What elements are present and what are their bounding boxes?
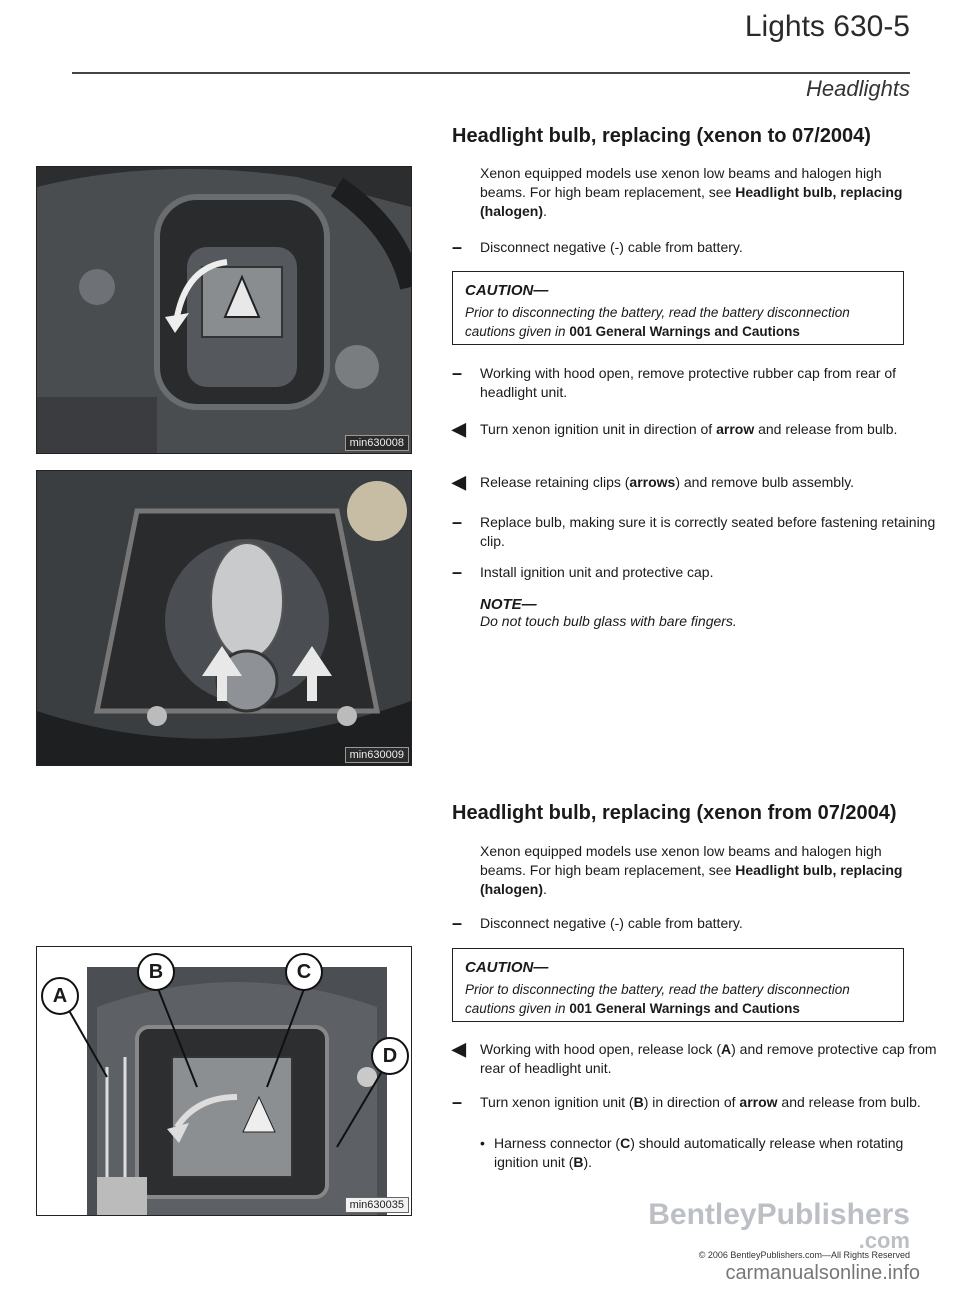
photo-bulb-assembly [36, 470, 412, 766]
dash-marker: – [452, 1092, 463, 1112]
caution-text: Prior to disconnecting the battery, read the battery disconnection cautions given in 001 General Warnings and Cautions [465, 982, 850, 1016]
section2-step-disconnect: – Disconnect negative (-) cable from battery. [452, 913, 743, 933]
callout-b: B [137, 953, 175, 991]
section2-step-turn-unit: – Turn xenon ignition unit (B) in direction of arrow and release from bulb. [452, 1092, 921, 1112]
arrow-marker-icon: ◀ [452, 472, 466, 492]
section1-note [480, 596, 910, 629]
photo-ignition-unit-lock [36, 946, 412, 1216]
caution-text: Prior to disconnecting the battery, read the battery disconnection cautions given in 001 General Warnings and Cautions [465, 305, 850, 339]
section1-step-replace-bulb: – Replace bulb, making sure it is correctly seated before fastening retaining clip. [452, 512, 936, 549]
dash-marker: – [452, 562, 463, 582]
section2-intro: Xenon equipped models use xenon low beams and halogen high beams. For high beam replacement, see Headlight bulb, replacing (halogen). [480, 843, 903, 897]
photo-label: min630035 [345, 1197, 409, 1213]
note-title: NOTE— [480, 596, 537, 613]
cross-reference: Headlight bulb, replacing (halogen) [480, 184, 903, 219]
section1-step-release-clips: ◀ Release retaining clips (arrows) and remove bulb assembly. [452, 472, 855, 492]
header-divider [72, 72, 910, 74]
watermark: carmanualsonline.info [725, 1262, 920, 1284]
callout-a: A [41, 977, 79, 1015]
dash-marker: – [452, 512, 463, 532]
note-text: Do not touch bulb glass with bare fingers. [480, 613, 737, 629]
section1-step-remove-cap: – Working with hood open, remove protective rubber cap from rear of headlight unit. [452, 363, 897, 400]
dash-marker: – [452, 237, 463, 257]
section2-caution-box [452, 948, 904, 1022]
page-title: Lights 630-5 [744, 10, 910, 43]
section1-step-install: – Install ignition unit and protective cap. [452, 562, 714, 582]
section2-step-release-lock: ◀ Working with hood open, release lock (A) and remove protective cap from rear of headlight unit. [452, 1039, 937, 1076]
copyright-text: © 2006 BentleyPublishers.com—All Rights Reserved [698, 1250, 910, 1260]
arrow-marker-icon: ◀ [452, 419, 466, 439]
dash-marker: – [452, 363, 463, 383]
photo-label: min630009 [345, 747, 409, 763]
arrow-marker-icon: ◀ [452, 1039, 466, 1059]
section1-step-disconnect: – Disconnect negative (-) cable from battery. [452, 237, 743, 257]
bullet-marker: • [480, 1135, 485, 1151]
photo-ignition-unit-illustration [37, 167, 411, 453]
section2-bullet-harness: • Harness connector (C) should automatically release when rotating ignition unit (B). [480, 1135, 904, 1170]
caution-title: CAUTION— [465, 959, 549, 976]
page-subtitle: Headlights [806, 76, 910, 101]
section1-intro: Xenon equipped models use xenon low beams and halogen high beams. For high beam replacement, see Headlight bulb, replacing (halogen). [480, 165, 903, 219]
section-heading-xenon-to-2004: Headlight bulb, replacing (xenon to 07/2004) [452, 125, 871, 147]
section1-step-turn-unit: ◀ Turn xenon ignition unit in direction of arrow and release from bulb. [452, 419, 898, 439]
cross-reference: Headlight bulb, replacing (halogen) [480, 862, 903, 897]
photo-label: min630008 [345, 435, 409, 451]
section-heading-xenon-from-2004: Headlight bulb, replacing (xenon from 07/2004) [452, 802, 897, 824]
callout-d: D [371, 1037, 409, 1075]
photo-ignition-unit [36, 166, 412, 454]
photo-ignition-unit-lock-illustration [37, 947, 411, 1215]
publisher-logo: BentleyPublishers .com [648, 1198, 910, 1253]
dash-marker: – [452, 913, 463, 933]
caution-title: CAUTION— [465, 282, 549, 299]
callout-c: C [285, 953, 323, 991]
section1-caution-box [452, 271, 904, 345]
photo-bulb-assembly-illustration [37, 471, 411, 765]
